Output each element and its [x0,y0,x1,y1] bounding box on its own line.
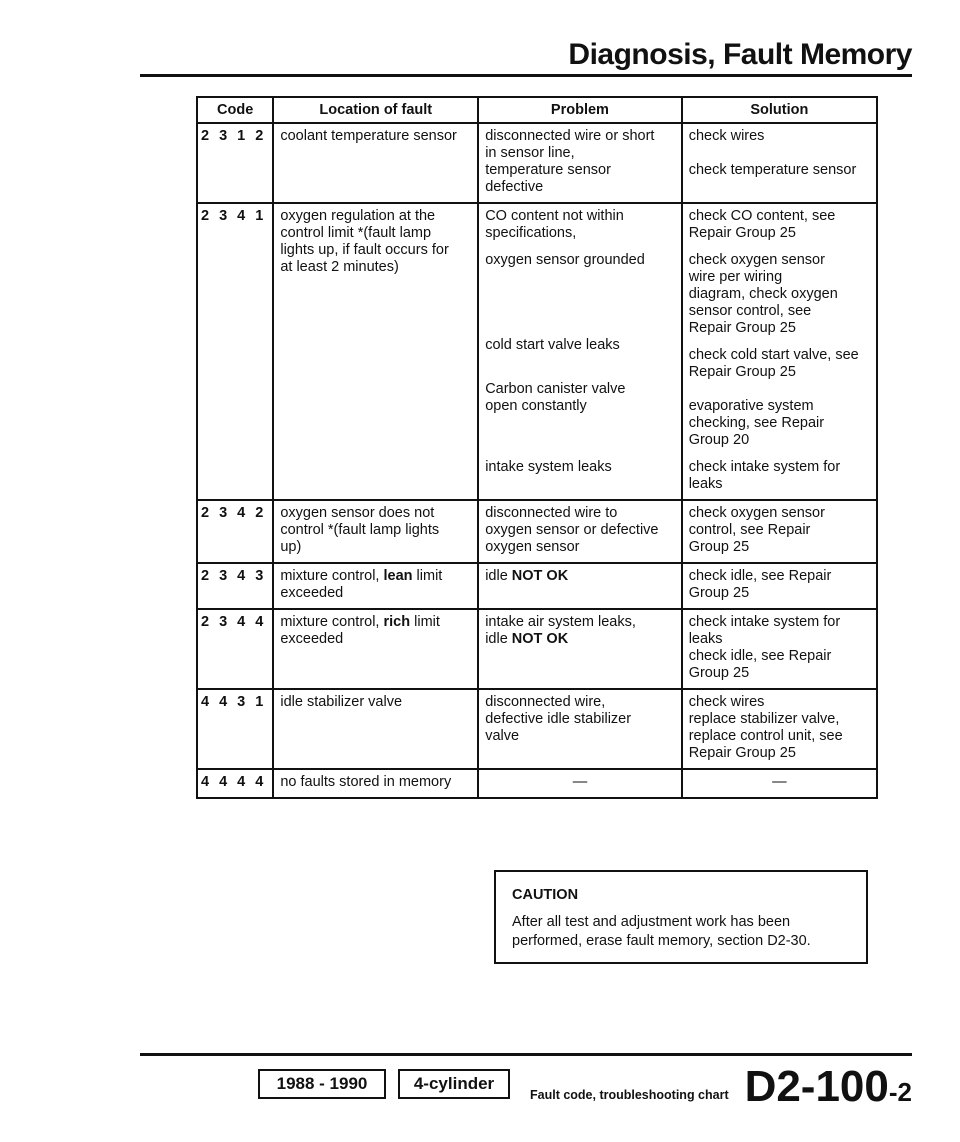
caution-box [494,870,868,964]
fault-solution: check wires replace stabilizer valve, replace control unit, see Repair Group 25 [682,689,877,769]
fault-code: 2 3 4 2 [197,500,273,563]
fault-code: 2 3 4 4 [197,609,273,689]
fault-problem: disconnected wire or short in sensor line, temperature sensor defective [478,123,682,203]
fault-solution: check wires check temperature sensor [682,123,877,203]
fault-code: 2 3 4 1 [197,203,273,500]
fault-solution: check CO content, see Repair Group 25 check oxygen sensor wire per wiring diagram, check oxygen sensor control, see Repair Group 25 check cold start valve, see Repair Group 25 evaporative system checking, see Repair Group 20 check intake system for leaks [682,203,877,500]
fault-location: idle stabilizer valve [273,689,478,769]
fault-code: 2 3 4 3 [197,563,273,609]
fault-solution: — [682,769,877,798]
fault-problem: disconnected wire, defective idle stabilizer valve [478,689,682,769]
table-row [197,689,877,769]
fault-solution: check intake system for leaks check idle, see Repair Group 25 [682,609,877,689]
caution-text: performed, erase fault memory, section D2-30. [512,933,811,949]
table-row [197,500,877,563]
table-row [197,609,877,689]
fault-code: 2 3 1 2 [197,123,273,203]
model-years-badge: 1988 - 1990 [258,1069,386,1099]
page-number: D2-100-2 [744,1062,912,1111]
engine-type-badge: 4-cylinder [398,1069,510,1099]
fault-location: oxygen sensor does not control *(fault lamp lights up) [273,500,478,563]
fault-problem: disconnected wire to oxygen sensor or defective oxygen sensor [478,500,682,563]
table-row [197,769,877,798]
table-row [197,203,877,500]
caution-title: CAUTION [512,887,579,903]
fault-code: 4 4 4 4 [197,769,273,798]
fault-code-table [196,96,878,799]
footer-rule [140,1053,912,1056]
caution-text: After all test and adjustment work has been [512,914,791,930]
table-header-row [197,97,877,123]
column-header-solution: Solution [682,97,877,123]
fault-location: mixture control, rich limit exceeded [273,609,478,689]
fault-location: no faults stored in memory [273,769,478,798]
fault-problem: idle NOT OK [478,563,682,609]
fault-code: 4 4 3 1 [197,689,273,769]
fault-location: mixture control, lean limit exceeded [273,563,478,609]
fault-problem: intake air system leaks, idle NOT OK [478,609,682,689]
fault-problem: CO content not within specifications, oxygen sensor grounded cold start valve leaks Carbon canister valve open constantly intake system leaks [478,203,682,500]
table-row [197,123,877,203]
footer-caption: Fault code, troubleshooting chart [530,1088,729,1102]
page-title: Diagnosis, Fault Memory [568,38,912,71]
fault-solution: check oxygen sensor control, see Repair Group 25 [682,500,877,563]
column-header-location: Location of fault [273,97,478,123]
column-header-code: Code [197,97,273,123]
fault-location: oxygen regulation at the control limit *(fault lamp lights up, if fault occurs for at least 2 minutes) [273,203,478,500]
fault-problem: — [478,769,682,798]
fault-location: coolant temperature sensor [273,123,478,203]
fault-solution: check idle, see Repair Group 25 [682,563,877,609]
header-rule [140,74,912,77]
table-row [197,563,877,609]
column-header-problem: Problem [478,97,682,123]
